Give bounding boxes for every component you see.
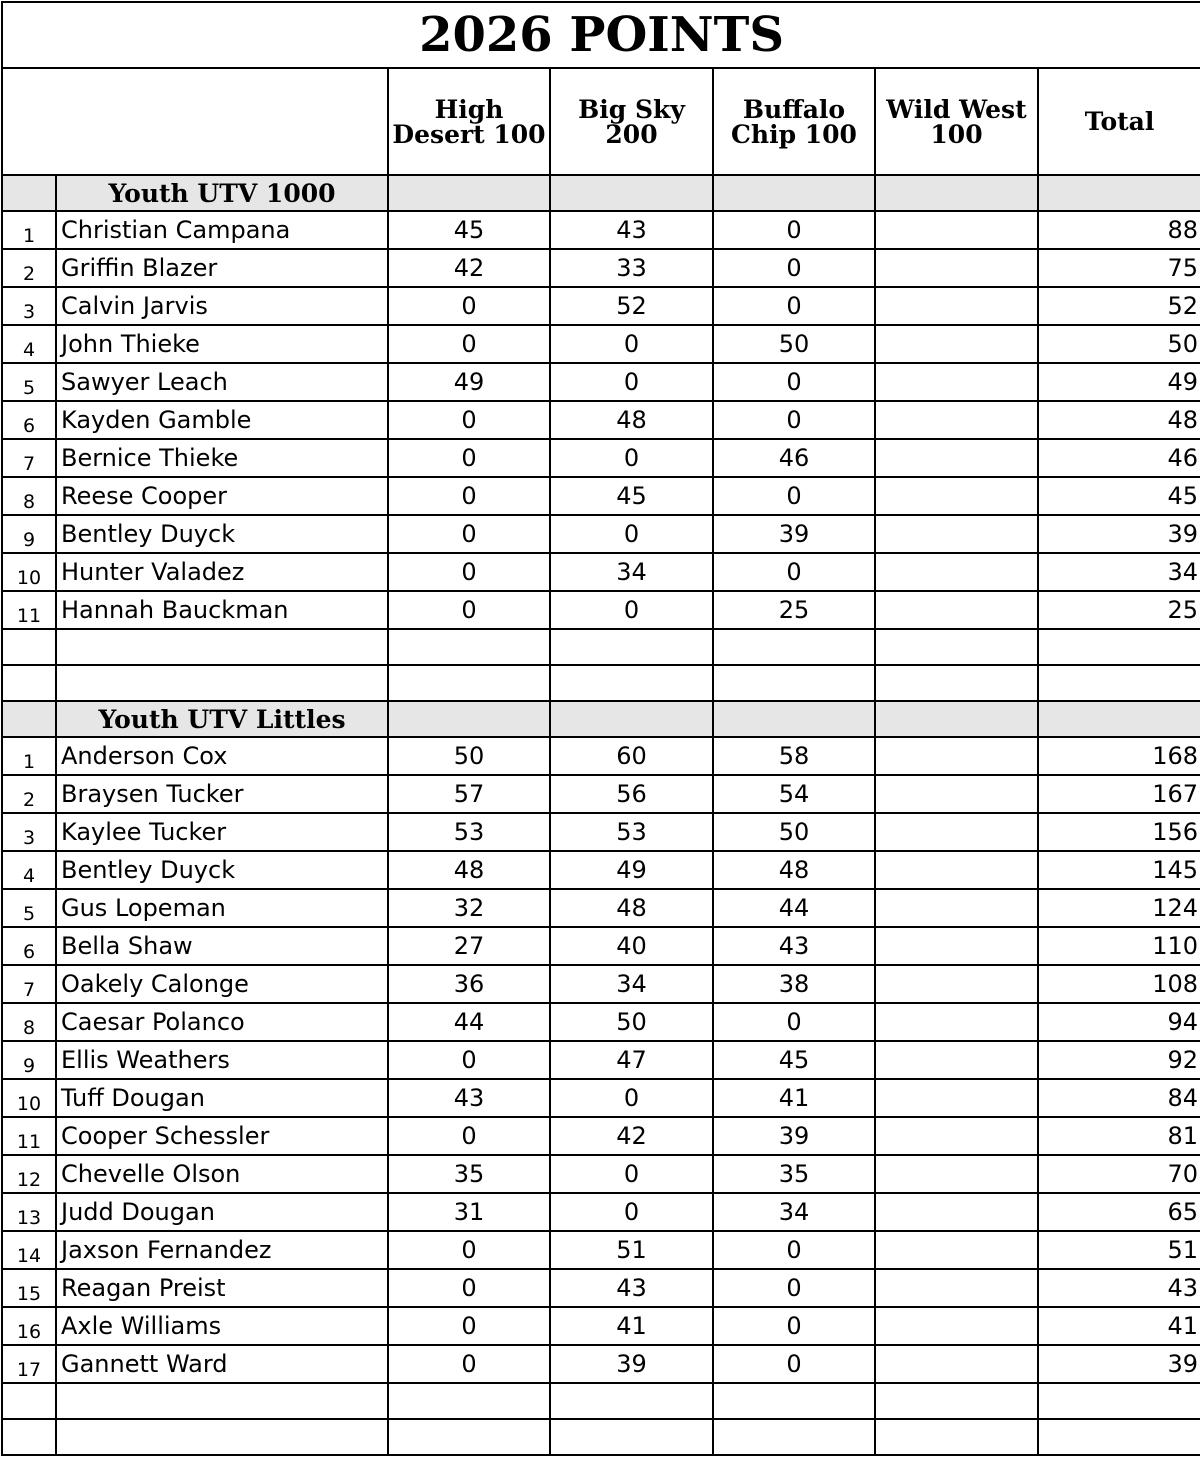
- section-rank-blank: [2, 175, 56, 211]
- total-points-cell: 75: [1038, 249, 1200, 287]
- section-blank-cell: [550, 175, 713, 211]
- big-sky-points-cell: 45: [550, 477, 713, 515]
- driver-name-cell: Griffin Blazer: [56, 249, 388, 287]
- big-sky-points-cell: 34: [550, 553, 713, 591]
- rank-cell: 10: [2, 553, 56, 591]
- high-desert-points-cell: 0: [388, 287, 550, 325]
- section-blank-cell: [388, 701, 550, 737]
- buffalo-chip-points-cell: 38: [713, 965, 875, 1003]
- rank-cell: 5: [2, 889, 56, 927]
- rank-cell: 1: [2, 737, 56, 775]
- empty-cell: [875, 1383, 1038, 1419]
- points-table: [1, 1, 1200, 1456]
- high-desert-points-cell: 0: [388, 515, 550, 553]
- table-row: [2, 813, 1200, 851]
- total-points-cell: 52: [1038, 287, 1200, 325]
- driver-name-cell: Judd Dougan: [56, 1193, 388, 1231]
- table-row: [2, 965, 1200, 1003]
- rank-cell: 2: [2, 775, 56, 813]
- rank-cell: 2: [2, 249, 56, 287]
- wild-west-points-cell: [875, 401, 1038, 439]
- big-sky-points-cell: 50: [550, 1003, 713, 1041]
- driver-name-cell: Bentley Duyck: [56, 515, 388, 553]
- driver-name-cell: Hannah Bauckman: [56, 591, 388, 629]
- section-blank-cell: [1038, 701, 1200, 737]
- buffalo-chip-points-cell: 44: [713, 889, 875, 927]
- page-title: 2026 POINTS: [2, 2, 1200, 68]
- empty-cell: [713, 665, 875, 701]
- driver-name-cell: Bentley Duyck: [56, 851, 388, 889]
- wild-west-points-cell: [875, 439, 1038, 477]
- rank-cell: 1: [2, 211, 56, 249]
- rank-cell: 4: [2, 325, 56, 363]
- empty-cell: [2, 1383, 56, 1419]
- buffalo-chip-points-cell: 0: [713, 401, 875, 439]
- empty-row: [2, 1419, 1200, 1455]
- wild-west-points-cell: [875, 515, 1038, 553]
- header-wild-west-100: [875, 68, 1038, 175]
- section-blank-cell: [1038, 175, 1200, 211]
- wild-west-points-cell: [875, 889, 1038, 927]
- driver-name-cell: Axle Williams: [56, 1307, 388, 1345]
- driver-name-cell: Christian Campana: [56, 211, 388, 249]
- empty-cell: [388, 665, 550, 701]
- rank-cell: 11: [2, 591, 56, 629]
- buffalo-chip-points-cell: 34: [713, 1193, 875, 1231]
- section-header-row: [2, 175, 1200, 211]
- total-points-cell: 39: [1038, 1345, 1200, 1383]
- high-desert-points-cell: 53: [388, 813, 550, 851]
- table-row: [2, 515, 1200, 553]
- empty-cell: [713, 1419, 875, 1455]
- rank-cell: 4: [2, 851, 56, 889]
- total-points-cell: 45: [1038, 477, 1200, 515]
- high-desert-points-cell: 50: [388, 737, 550, 775]
- empty-cell: [1038, 665, 1200, 701]
- total-points-cell: 34: [1038, 553, 1200, 591]
- buffalo-chip-points-cell: 46: [713, 439, 875, 477]
- big-sky-points-cell: 0: [550, 515, 713, 553]
- buffalo-chip-points-cell: 0: [713, 553, 875, 591]
- wild-west-points-cell: [875, 813, 1038, 851]
- wild-west-points-cell: [875, 1345, 1038, 1383]
- buffalo-chip-points-cell: 0: [713, 1269, 875, 1307]
- rank-cell: 8: [2, 1003, 56, 1041]
- wild-west-points-cell: [875, 1041, 1038, 1079]
- driver-name-cell: Kayden Gamble: [56, 401, 388, 439]
- driver-name-cell: Cooper Schessler: [56, 1117, 388, 1155]
- buffalo-chip-points-cell: 39: [713, 1117, 875, 1155]
- empty-cell: [550, 629, 713, 665]
- table-row: [2, 591, 1200, 629]
- wild-west-points-cell: [875, 737, 1038, 775]
- table-row: [2, 775, 1200, 813]
- total-points-cell: 108: [1038, 965, 1200, 1003]
- table-row: [2, 1269, 1200, 1307]
- header-row: [2, 68, 1200, 175]
- driver-name-cell: Tuff Dougan: [56, 1079, 388, 1117]
- driver-name-cell: Reagan Preist: [56, 1269, 388, 1307]
- rank-cell: 3: [2, 287, 56, 325]
- table-row: [2, 439, 1200, 477]
- high-desert-points-cell: 42: [388, 249, 550, 287]
- wild-west-points-cell: [875, 1193, 1038, 1231]
- high-desert-points-cell: 48: [388, 851, 550, 889]
- wild-west-points-cell: [875, 1003, 1038, 1041]
- table-row: [2, 1345, 1200, 1383]
- total-points-cell: 39: [1038, 515, 1200, 553]
- big-sky-points-cell: 53: [550, 813, 713, 851]
- driver-name-cell: Hunter Valadez: [56, 553, 388, 591]
- section-rank-blank: [2, 701, 56, 737]
- header-line: Desert 100: [392, 119, 546, 149]
- total-points-cell: 156: [1038, 813, 1200, 851]
- table-row: [2, 477, 1200, 515]
- big-sky-points-cell: 33: [550, 249, 713, 287]
- total-points-cell: 65: [1038, 1193, 1200, 1231]
- wild-west-points-cell: [875, 363, 1038, 401]
- table-row: [2, 1155, 1200, 1193]
- high-desert-points-cell: 0: [388, 1231, 550, 1269]
- high-desert-points-cell: 49: [388, 363, 550, 401]
- big-sky-points-cell: 0: [550, 439, 713, 477]
- big-sky-points-cell: 0: [550, 1079, 713, 1117]
- big-sky-points-cell: 43: [550, 1269, 713, 1307]
- wild-west-points-cell: [875, 775, 1038, 813]
- driver-name-cell: Anderson Cox: [56, 737, 388, 775]
- table-row: [2, 325, 1200, 363]
- buffalo-chip-points-cell: 0: [713, 1307, 875, 1345]
- table-row: [2, 1079, 1200, 1117]
- wild-west-points-cell: [875, 287, 1038, 325]
- wild-west-points-cell: [875, 591, 1038, 629]
- big-sky-points-cell: 41: [550, 1307, 713, 1345]
- header-total: Total: [1038, 68, 1200, 175]
- rank-cell: 7: [2, 965, 56, 1003]
- wild-west-points-cell: [875, 1307, 1038, 1345]
- high-desert-points-cell: 0: [388, 1269, 550, 1307]
- header-line: 200: [605, 119, 658, 149]
- title-row: [2, 2, 1200, 68]
- table-row: [2, 737, 1200, 775]
- table-row: [2, 927, 1200, 965]
- header-high-desert-100: [388, 68, 550, 175]
- high-desert-points-cell: 0: [388, 401, 550, 439]
- wild-west-points-cell: [875, 927, 1038, 965]
- buffalo-chip-points-cell: 35: [713, 1155, 875, 1193]
- wild-west-points-cell: [875, 1269, 1038, 1307]
- table-row: [2, 211, 1200, 249]
- high-desert-points-cell: 32: [388, 889, 550, 927]
- total-points-cell: 145: [1038, 851, 1200, 889]
- total-points-cell: 124: [1038, 889, 1200, 927]
- driver-name-cell: Oakely Calonge: [56, 965, 388, 1003]
- buffalo-chip-points-cell: 0: [713, 211, 875, 249]
- buffalo-chip-points-cell: 50: [713, 325, 875, 363]
- wild-west-points-cell: [875, 325, 1038, 363]
- high-desert-points-cell: 35: [388, 1155, 550, 1193]
- driver-name-cell: Ellis Weathers: [56, 1041, 388, 1079]
- table-row: [2, 249, 1200, 287]
- total-points-cell: 88: [1038, 211, 1200, 249]
- buffalo-chip-points-cell: 45: [713, 1041, 875, 1079]
- high-desert-points-cell: 0: [388, 439, 550, 477]
- high-desert-points-cell: 31: [388, 1193, 550, 1231]
- empty-cell: [713, 1383, 875, 1419]
- total-points-cell: 25: [1038, 591, 1200, 629]
- empty-cell: [2, 1419, 56, 1455]
- table-row: [2, 1003, 1200, 1041]
- total-points-cell: 168: [1038, 737, 1200, 775]
- driver-name-cell: Reese Cooper: [56, 477, 388, 515]
- rank-cell: 9: [2, 515, 56, 553]
- empty-row: [2, 1383, 1200, 1419]
- empty-cell: [713, 629, 875, 665]
- wild-west-points-cell: [875, 965, 1038, 1003]
- high-desert-points-cell: 0: [388, 477, 550, 515]
- big-sky-points-cell: 60: [550, 737, 713, 775]
- driver-name-cell: Caesar Polanco: [56, 1003, 388, 1041]
- table-row: [2, 1307, 1200, 1345]
- big-sky-points-cell: 48: [550, 889, 713, 927]
- buffalo-chip-points-cell: 25: [713, 591, 875, 629]
- empty-cell: [56, 1419, 388, 1455]
- wild-west-points-cell: [875, 1079, 1038, 1117]
- buffalo-chip-points-cell: 43: [713, 927, 875, 965]
- driver-name-cell: Chevelle Olson: [56, 1155, 388, 1193]
- header-line: Big Sky: [578, 94, 685, 124]
- buffalo-chip-points-cell: 39: [713, 515, 875, 553]
- wild-west-points-cell: [875, 1155, 1038, 1193]
- header-blank: [2, 68, 388, 175]
- buffalo-chip-points-cell: 0: [713, 1003, 875, 1041]
- big-sky-points-cell: 0: [550, 325, 713, 363]
- wild-west-points-cell: [875, 211, 1038, 249]
- big-sky-points-cell: 47: [550, 1041, 713, 1079]
- high-desert-points-cell: 0: [388, 1345, 550, 1383]
- table-row: [2, 401, 1200, 439]
- header-line: Wild West: [886, 94, 1027, 124]
- empty-row: [2, 629, 1200, 665]
- header-line: High: [434, 94, 504, 124]
- driver-name-cell: Gannett Ward: [56, 1345, 388, 1383]
- high-desert-points-cell: 44: [388, 1003, 550, 1041]
- empty-cell: [550, 1383, 713, 1419]
- header-big-sky-200: [550, 68, 713, 175]
- buffalo-chip-points-cell: 0: [713, 477, 875, 515]
- driver-name-cell: John Thieke: [56, 325, 388, 363]
- total-points-cell: 167: [1038, 775, 1200, 813]
- driver-name-cell: Calvin Jarvis: [56, 287, 388, 325]
- table-row: [2, 1193, 1200, 1231]
- table-row: [2, 1231, 1200, 1269]
- buffalo-chip-points-cell: 0: [713, 363, 875, 401]
- total-points-cell: 48: [1038, 401, 1200, 439]
- empty-cell: [1038, 1383, 1200, 1419]
- total-points-cell: 50: [1038, 325, 1200, 363]
- driver-name-cell: Sawyer Leach: [56, 363, 388, 401]
- high-desert-points-cell: 57: [388, 775, 550, 813]
- table-row: [2, 889, 1200, 927]
- empty-cell: [875, 1419, 1038, 1455]
- header-line: Chip 100: [731, 119, 857, 149]
- high-desert-points-cell: 43: [388, 1079, 550, 1117]
- buffalo-chip-points-cell: 50: [713, 813, 875, 851]
- big-sky-points-cell: 48: [550, 401, 713, 439]
- big-sky-points-cell: 51: [550, 1231, 713, 1269]
- high-desert-points-cell: 0: [388, 325, 550, 363]
- rank-cell: 5: [2, 363, 56, 401]
- header-line: Buffalo: [742, 94, 846, 124]
- section-blank-cell: [713, 701, 875, 737]
- total-points-cell: 49: [1038, 363, 1200, 401]
- empty-cell: [388, 1419, 550, 1455]
- total-points-cell: 70: [1038, 1155, 1200, 1193]
- total-points-cell: 84: [1038, 1079, 1200, 1117]
- high-desert-points-cell: 45: [388, 211, 550, 249]
- big-sky-points-cell: 34: [550, 965, 713, 1003]
- total-points-cell: 94: [1038, 1003, 1200, 1041]
- big-sky-points-cell: 40: [550, 927, 713, 965]
- total-points-cell: 51: [1038, 1231, 1200, 1269]
- driver-name-cell: Jaxson Fernandez: [56, 1231, 388, 1269]
- buffalo-chip-points-cell: 41: [713, 1079, 875, 1117]
- wild-west-points-cell: [875, 249, 1038, 287]
- rank-cell: 12: [2, 1155, 56, 1193]
- rank-cell: 6: [2, 927, 56, 965]
- driver-name-cell: Bella Shaw: [56, 927, 388, 965]
- rank-cell: 10: [2, 1079, 56, 1117]
- section-header-row: [2, 701, 1200, 737]
- section-blank-cell: [550, 701, 713, 737]
- empty-cell: [550, 665, 713, 701]
- big-sky-points-cell: 42: [550, 1117, 713, 1155]
- rank-cell: 7: [2, 439, 56, 477]
- driver-name-cell: Bernice Thieke: [56, 439, 388, 477]
- high-desert-points-cell: 0: [388, 1117, 550, 1155]
- big-sky-points-cell: 0: [550, 1155, 713, 1193]
- total-points-cell: 92: [1038, 1041, 1200, 1079]
- rank-cell: 16: [2, 1307, 56, 1345]
- empty-cell: [550, 1419, 713, 1455]
- rank-cell: 9: [2, 1041, 56, 1079]
- empty-cell: [388, 629, 550, 665]
- big-sky-points-cell: 49: [550, 851, 713, 889]
- empty-cell: [388, 1383, 550, 1419]
- rank-cell: 17: [2, 1345, 56, 1383]
- wild-west-points-cell: [875, 477, 1038, 515]
- big-sky-points-cell: 52: [550, 287, 713, 325]
- buffalo-chip-points-cell: 0: [713, 1231, 875, 1269]
- table-row: [2, 1041, 1200, 1079]
- empty-cell: [875, 665, 1038, 701]
- high-desert-points-cell: 0: [388, 553, 550, 591]
- driver-name-cell: Gus Lopeman: [56, 889, 388, 927]
- high-desert-points-cell: 0: [388, 591, 550, 629]
- high-desert-points-cell: 27: [388, 927, 550, 965]
- table-row: [2, 553, 1200, 591]
- wild-west-points-cell: [875, 1231, 1038, 1269]
- buffalo-chip-points-cell: 0: [713, 287, 875, 325]
- empty-cell: [56, 629, 388, 665]
- buffalo-chip-points-cell: 48: [713, 851, 875, 889]
- section-blank-cell: [388, 175, 550, 211]
- section-title: Youth UTV Littles: [56, 701, 388, 737]
- header-line: 100: [930, 119, 983, 149]
- empty-cell: [1038, 629, 1200, 665]
- table-row: [2, 363, 1200, 401]
- wild-west-points-cell: [875, 1117, 1038, 1155]
- driver-name-cell: Kaylee Tucker: [56, 813, 388, 851]
- high-desert-points-cell: 36: [388, 965, 550, 1003]
- big-sky-points-cell: 39: [550, 1345, 713, 1383]
- big-sky-points-cell: 0: [550, 591, 713, 629]
- high-desert-points-cell: 0: [388, 1307, 550, 1345]
- section-blank-cell: [713, 175, 875, 211]
- rank-cell: 8: [2, 477, 56, 515]
- wild-west-points-cell: [875, 553, 1038, 591]
- section-title: Youth UTV 1000: [56, 175, 388, 211]
- wild-west-points-cell: [875, 851, 1038, 889]
- total-points-cell: 46: [1038, 439, 1200, 477]
- buffalo-chip-points-cell: 0: [713, 249, 875, 287]
- big-sky-points-cell: 0: [550, 363, 713, 401]
- rank-cell: 11: [2, 1117, 56, 1155]
- buffalo-chip-points-cell: 54: [713, 775, 875, 813]
- empty-cell: [56, 1383, 388, 1419]
- total-points-cell: 41: [1038, 1307, 1200, 1345]
- section-blank-cell: [875, 701, 1038, 737]
- buffalo-chip-points-cell: 58: [713, 737, 875, 775]
- empty-cell: [56, 665, 388, 701]
- total-points-cell: 110: [1038, 927, 1200, 965]
- big-sky-points-cell: 43: [550, 211, 713, 249]
- driver-name-cell: Braysen Tucker: [56, 775, 388, 813]
- empty-row: [2, 665, 1200, 701]
- total-points-cell: 43: [1038, 1269, 1200, 1307]
- header-buffalo-chip-100: [713, 68, 875, 175]
- empty-cell: [2, 665, 56, 701]
- big-sky-points-cell: 56: [550, 775, 713, 813]
- buffalo-chip-points-cell: 0: [713, 1345, 875, 1383]
- rank-cell: 13: [2, 1193, 56, 1231]
- table-row: [2, 287, 1200, 325]
- rank-cell: 3: [2, 813, 56, 851]
- table-row: [2, 1117, 1200, 1155]
- rank-cell: 14: [2, 1231, 56, 1269]
- high-desert-points-cell: 0: [388, 1041, 550, 1079]
- section-blank-cell: [875, 175, 1038, 211]
- empty-cell: [875, 629, 1038, 665]
- total-points-cell: 81: [1038, 1117, 1200, 1155]
- empty-cell: [1038, 1419, 1200, 1455]
- table-row: [2, 851, 1200, 889]
- rank-cell: 6: [2, 401, 56, 439]
- empty-cell: [2, 629, 56, 665]
- big-sky-points-cell: 0: [550, 1193, 713, 1231]
- rank-cell: 15: [2, 1269, 56, 1307]
